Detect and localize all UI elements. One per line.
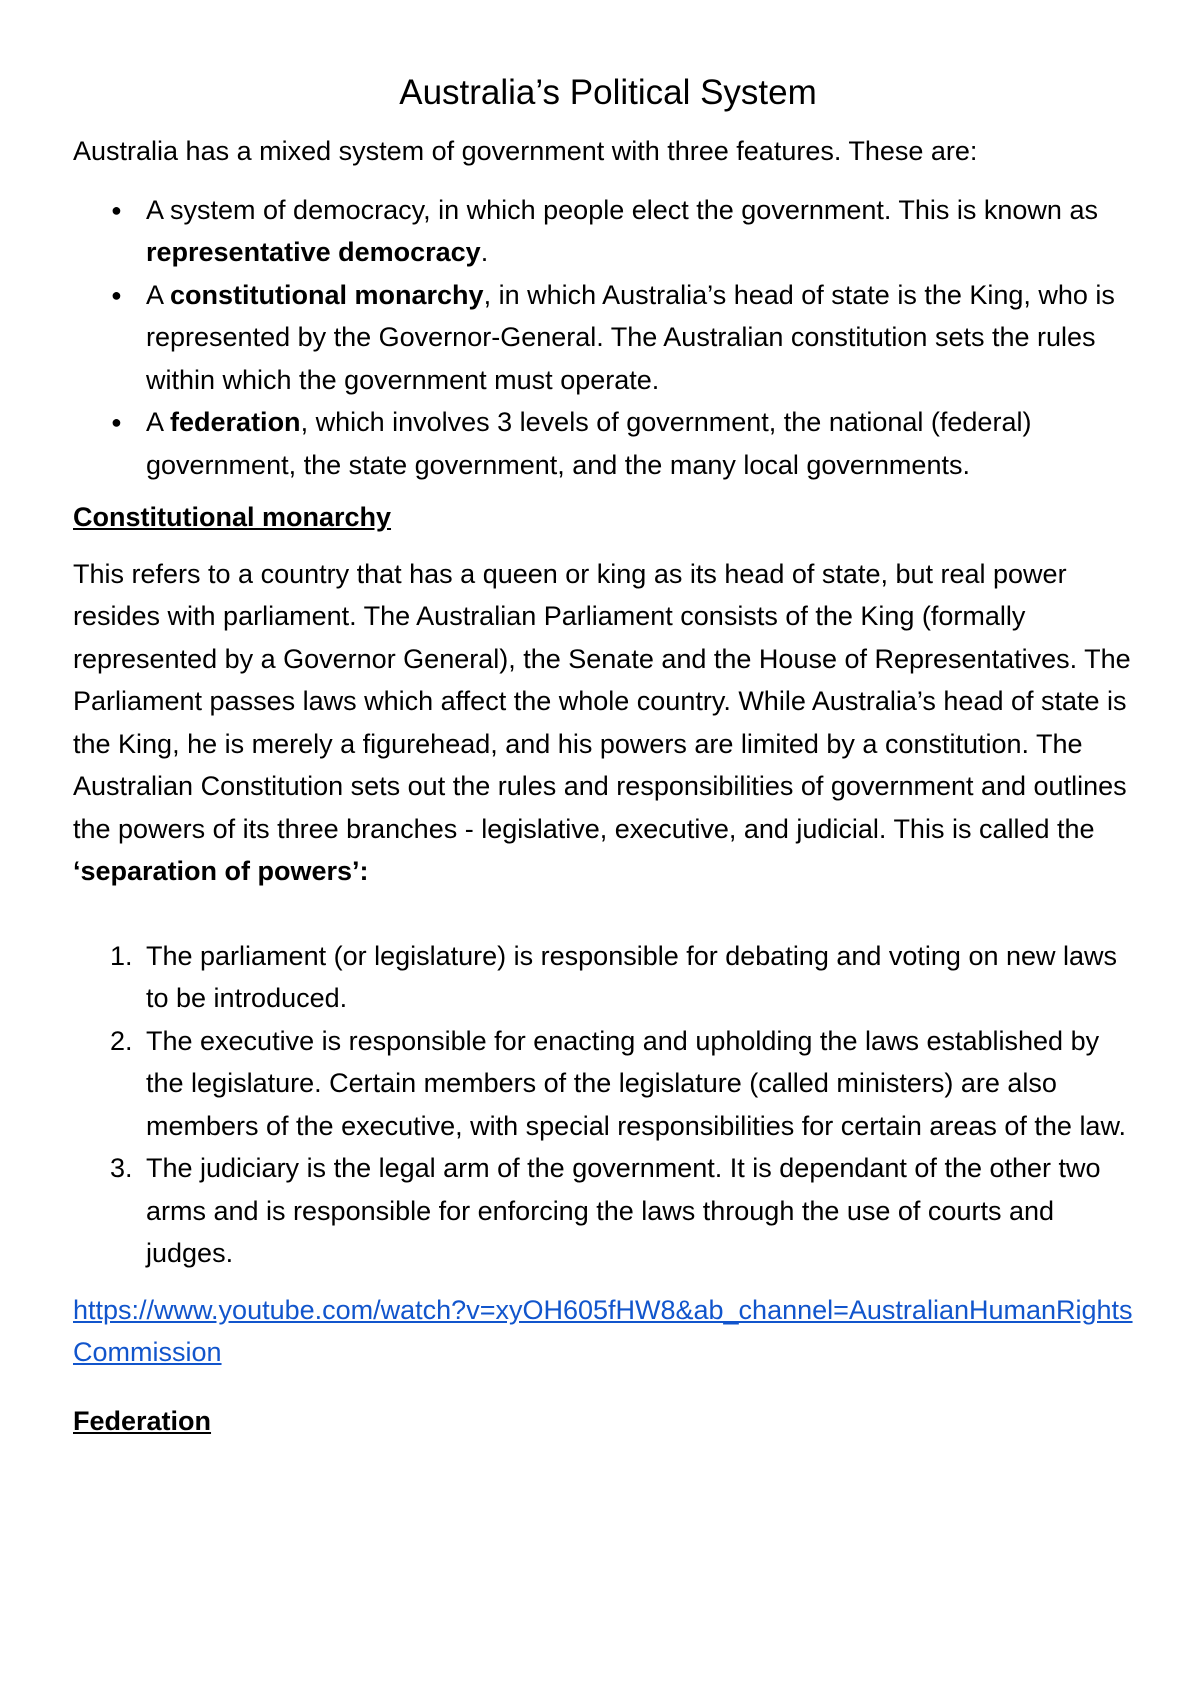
list-item xyxy=(73,935,1143,1020)
list-item-text: The parliament (or legislature) is responsible for debating and voting on new laws to be introduced. xyxy=(146,940,1118,1013)
paragraph-bold: ‘separation of powers’: xyxy=(73,856,369,886)
list-item-bold: constitutional monarchy xyxy=(170,279,484,310)
list-item-text: A xyxy=(146,407,171,437)
list-number: 1. xyxy=(110,940,133,971)
page-title: Australia’s Political System xyxy=(399,73,817,112)
powers-list xyxy=(73,935,1143,1275)
list-item-text: The executive is responsible for enacting and upholding the laws established by the legislature. Certain members of the legislature (called ministers) are also members of the executive, with special responsibilities for certain areas of the law. xyxy=(146,1025,1126,1141)
list-item xyxy=(73,274,1143,402)
list-item-bold: federation xyxy=(170,407,301,437)
constitutional-monarchy-paragraph xyxy=(73,553,1143,893)
document-page xyxy=(73,62,1143,1456)
section-heading-federation: Federation xyxy=(73,1405,212,1436)
list-item xyxy=(73,1020,1143,1148)
section-heading-constitutional-monarchy: Constitutional monarchy xyxy=(73,502,392,532)
list-item-text: The judiciary is the legal arm of the government. It is dependant of the other two arms and is responsible for enforcing the laws through the use of courts and judges. xyxy=(146,1153,1101,1268)
list-item xyxy=(73,401,1143,486)
youtube-link[interactable]: https://www.youtube.com/watch?v=xyOH605fHW8&ab_channel=AustralianHumanRightsCommission xyxy=(73,1294,1133,1367)
list-number: 3. xyxy=(110,1153,133,1183)
list-number: 2. xyxy=(110,1025,133,1056)
paragraph-text: This refers to a country that has a queen or king as its head of state, but real power resides with parliament. The Australian Parliament consists of the King (formally represented by a Governor General), the Senate and the House of Representatives. The Parliament passes laws which affect the whole country. While Australia’s head of state is the King, he is merely a figurehead, and his powers are limited by a constitution. The Australian Constitution sets out the rules and responsibilities of government and outlines the powers of its three branches - legislative, executive, and judicial. This is called the xyxy=(73,558,1131,844)
bullet-icon: ● xyxy=(111,199,122,220)
list-item xyxy=(73,1147,1143,1275)
list-item-text: A system of democracy, in which people elect the government. This is known as xyxy=(146,194,1098,225)
list-item-text: , in which Australia’s head of state is the King, who is represented by the Governor-General. The Australian constitution sets the rules within which the government must operate. xyxy=(146,279,1115,395)
list-item xyxy=(73,189,1143,274)
intro-paragraph: Australia has a mixed system of government with three features. These are: xyxy=(73,136,978,166)
list-item-text: , which involves 3 levels of government, the national (federal) government, the state government, and the many local governments. xyxy=(146,407,1032,480)
list-item-text: . xyxy=(480,237,489,267)
bullet-icon: ● xyxy=(111,412,122,432)
list-item-bold: representative democracy xyxy=(146,237,481,267)
list-item-text: A xyxy=(146,279,171,310)
features-list xyxy=(73,189,1143,487)
bullet-icon: ● xyxy=(111,284,122,305)
